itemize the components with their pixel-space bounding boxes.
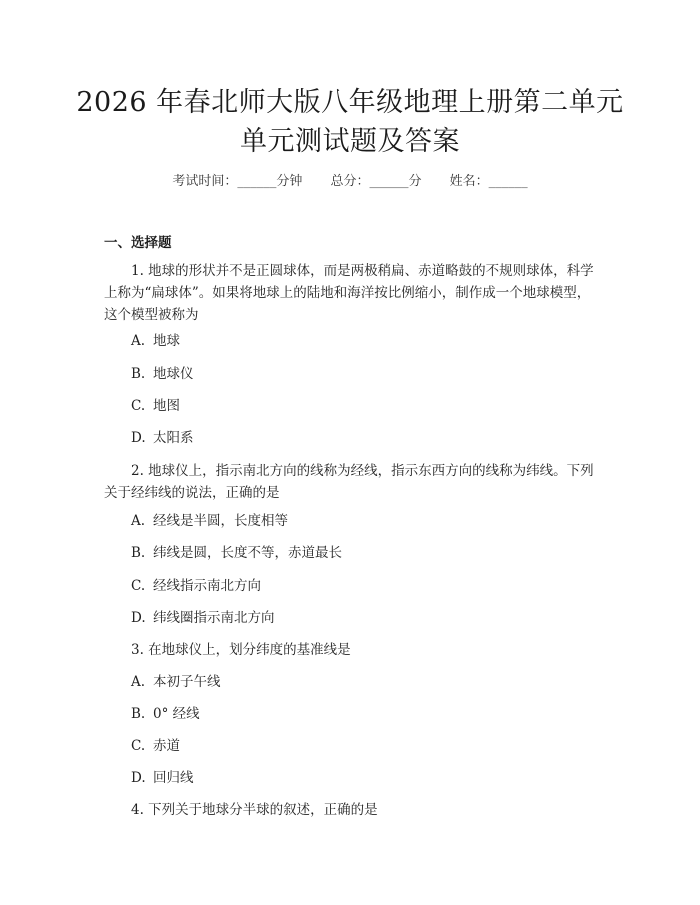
exam-score-field: 总分：______分 <box>330 174 422 189</box>
option-label: B. <box>131 706 146 722</box>
question-3-option-a <box>131 672 221 692</box>
question-2-option-a <box>131 511 288 531</box>
option-text: 纬线圈指示南北方向 <box>153 610 275 626</box>
question-3-text: 3. 在地球仪上，划分纬度的基准线是 <box>131 642 351 658</box>
option-text: 0° 经线 <box>153 706 200 722</box>
exam-time-field: 考试时间：______分钟 <box>172 174 303 189</box>
option-text: 纬线是圆，长度不等，赤道最长 <box>153 545 342 561</box>
exam-name-field: 姓名：______ <box>449 174 528 189</box>
option-label: C. <box>131 738 146 754</box>
question-2 <box>104 460 596 504</box>
question-2-option-d <box>131 608 275 628</box>
option-label: A. <box>131 513 146 529</box>
option-text: 太阳系 <box>153 430 194 446</box>
option-label: A. <box>131 333 146 349</box>
question-2-option-b <box>131 543 342 563</box>
option-text: 回归线 <box>153 770 194 786</box>
section-heading-choice: 一、选择题 <box>104 235 172 251</box>
option-label: D. <box>131 770 146 786</box>
option-label: D. <box>131 430 146 446</box>
option-label: B. <box>131 545 146 561</box>
question-1-text: 1. 地球的形状并不是正圆球体，而是两极稍扁、赤道略鼓的不规则球体，科学上称为“扁球体”。如果将地球上的陆地和海洋按比例缩小，制作成一个地球模型，这个模型被称为 <box>104 263 594 323</box>
option-label: C. <box>131 398 146 414</box>
option-text: 赤道 <box>153 738 180 754</box>
option-text: 经线指示南北方向 <box>153 578 261 594</box>
option-label: C. <box>131 578 146 594</box>
option-text: 地图 <box>153 398 180 414</box>
question-1-option-a <box>131 331 180 351</box>
question-2-option-c <box>131 576 261 596</box>
page-title-line-1: 2026 年春北师大版八年级地理上册第二单元 <box>76 87 624 118</box>
option-text: 经线是半圆，长度相等 <box>153 513 288 529</box>
question-1 <box>104 260 596 326</box>
option-label: A. <box>131 674 146 690</box>
question-3 <box>104 639 596 661</box>
option-text: 本初子午线 <box>153 674 221 690</box>
exam-meta <box>0 170 700 189</box>
question-4-text: 4. 下列关于地球分半球的叙述，正确的是 <box>131 802 378 818</box>
question-1-option-b <box>131 364 194 384</box>
option-text: 地球 <box>153 333 180 349</box>
option-label: B. <box>131 366 146 382</box>
question-2-text: 2. 地球仪上，指示南北方向的线称为经线，指示东西方向的线称为纬线。下列关于经纬线的说法，正确的是 <box>104 463 594 501</box>
question-4 <box>104 799 596 821</box>
option-label: D. <box>131 610 146 626</box>
question-3-option-c <box>131 736 180 756</box>
question-3-option-b <box>131 704 200 724</box>
option-text: 地球仪 <box>153 366 194 382</box>
question-3-option-d <box>131 768 194 788</box>
page-title-line-2: 单元测试题及答案 <box>240 126 460 157</box>
question-1-option-c <box>131 396 180 416</box>
question-1-option-d <box>131 428 194 448</box>
